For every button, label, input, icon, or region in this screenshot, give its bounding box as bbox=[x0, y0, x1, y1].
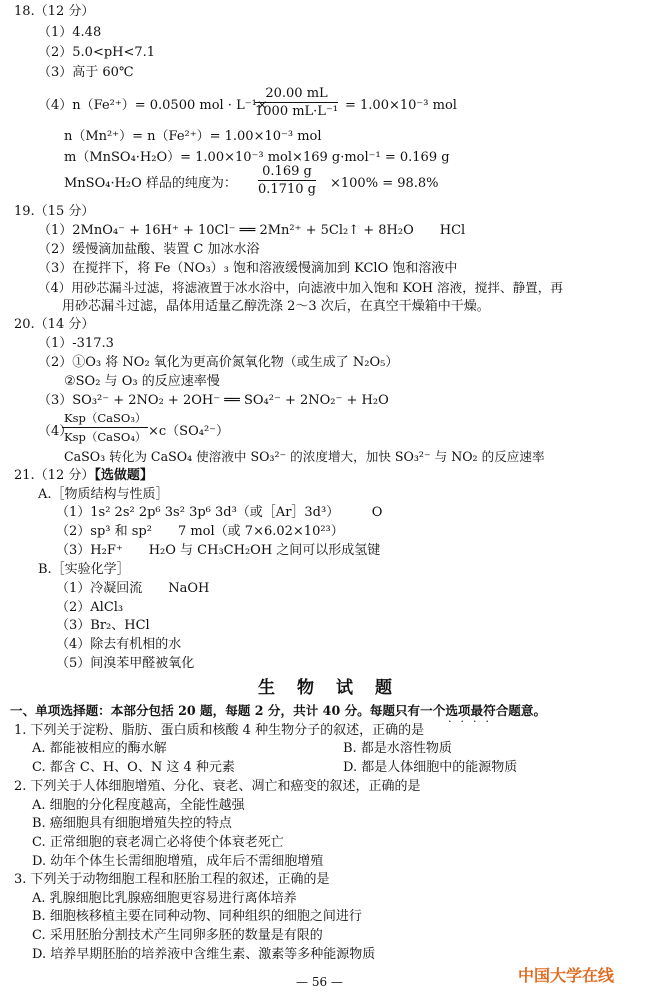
q18-purity-fraction bbox=[258, 164, 316, 197]
q20-answer-2-line-1: （2）①O₃ 将 NO₂ 氧化为更高价氮氧化物（或生成了 N₂O₅） bbox=[38, 355, 399, 370]
q21-header-elective: 【选做题】 bbox=[94, 468, 153, 483]
bio-q2-option-b: B. 癌细胞具有细胞增殖失控的特点 bbox=[32, 816, 232, 831]
q18-answer-4-fraction bbox=[255, 86, 338, 119]
q20-answer-1: （1）-317.3 bbox=[38, 336, 114, 351]
q18-answer-4-numerator: 20.00 mL bbox=[255, 86, 338, 103]
bio-q1-option-d: D. 都是人体细胞中的能源物质 bbox=[343, 760, 518, 775]
q18-answer-4-line-2: n（Mn²⁺）= n（Fe²⁺）= 1.00×10⁻³ mol bbox=[64, 129, 322, 144]
bio-q1-option-c: C. 都含 C、H、O、N 这 4 种元素 bbox=[32, 760, 235, 775]
q21-option-a-title: A.［物质结构与性质］ bbox=[38, 487, 169, 502]
bio-q1-option-b: B. 都是水溶性物质 bbox=[343, 741, 452, 756]
q19-answer-1: （1）2MnO₄⁻ + 16H⁺ + 10Cl⁻ ══ 2Mn²⁺ + 5Cl₂↑ + 8H₂O HCl bbox=[38, 223, 466, 238]
q18-purity-denominator: 0.1710 g bbox=[258, 182, 316, 197]
q18-answer-4-result: = 1.00×10⁻³ mol bbox=[345, 98, 457, 113]
bio-q2-option-c: C. 正常细胞的衰老凋亡必将使个体衰老死亡 bbox=[32, 835, 284, 850]
q19-answer-3: （3）在搅拌下，将 Fe（NO₃）₃ 饱和溶液缓慢滴加到 KClO 饱和溶液中 bbox=[38, 261, 458, 276]
bio-q3-option-c: C. 采用胚胎分割技术产生同卵多胚的数量是有限的 bbox=[32, 928, 323, 943]
bio-q3-option-d: D. 培养早期胚胎的培养液中含维生素、激素等多种能源物质 bbox=[32, 947, 376, 962]
q20-answer-4-suffix: ×c（SO₄²⁻） bbox=[148, 424, 230, 439]
q18-header: 18.（12 分） bbox=[14, 4, 95, 19]
bio-q2-stem: 2. 下列关于人体细胞增殖、分化、衰老、凋亡和癌变的叙述，正确的是 bbox=[14, 779, 421, 794]
q20-answer-4-fraction bbox=[62, 410, 148, 445]
q18-answer-1: （1）4.48 bbox=[38, 25, 102, 40]
q18-answer-2: （2）5.0<pH<7.1 bbox=[38, 45, 156, 60]
q21-b-answer-5: （5）间溴苯甲醛被氧化 bbox=[56, 656, 195, 671]
bio-q1-option-a: A. 都能被相应的酶水解 bbox=[32, 741, 167, 756]
biology-title: 生物试题 bbox=[258, 678, 414, 698]
q18-answer-3: （3）高于 60℃ bbox=[38, 65, 134, 80]
q21-a-answer-3: （3）H₂F⁺ H₂O 与 CH₃CH₂OH 之间可以形成氢键 bbox=[56, 543, 381, 558]
q20-answer-3: （3）SO₃²⁻ + 2NO₂ + 2OH⁻ ══ SO₄²⁻ + 2NO₂⁻ + H₂O bbox=[38, 393, 389, 408]
q19-header: 19.（15 分） bbox=[14, 204, 95, 219]
q21-a-answer-1: （1）1s² 2s² 2p⁶ 3s² 3p⁶ 3d³（或［Ar］3d³） O bbox=[56, 505, 383, 520]
q20-answer-4-numerator: Ksp（CaSO₃） bbox=[62, 410, 148, 428]
bio-q2-option-d: D. 幼年个体生长需细胞增殖，成年后不需细胞增殖 bbox=[32, 854, 324, 869]
bio-q3-stem: 3. 下列关于动物细胞工程和胚胎工程的叙述，正确的是 bbox=[14, 872, 330, 887]
q21-b-answer-2: （2）AlCl₃ bbox=[56, 600, 124, 615]
watermark-logo: 中国大学在线 bbox=[518, 966, 615, 985]
bio-q2-option-a: A. 细胞的分化程度越高，全能性越强 bbox=[32, 798, 245, 813]
q20-answer-4-denominator: Ksp（CaSO₄） bbox=[64, 430, 147, 444]
bio-q3-option-b: B. 细胞核移植主要在同种动物、同种组织的细胞之间进行 bbox=[32, 909, 362, 924]
bio-q3-option-a: A. 乳腺细胞比乳腺癌细胞更容易进行离体培养 bbox=[32, 891, 297, 906]
q18-answer-4-prefix: （4）n（Fe²⁺）= 0.0500 mol · L⁻¹× bbox=[38, 98, 268, 113]
bio-q1-stem: 1. 下列关于淀粉、脂肪、蛋白质和核酸 4 种生物分子的叙述，正确的是 bbox=[14, 723, 425, 738]
q19-answer-4-line-2: 用砂芯漏斗过滤，晶体用适量乙醇洗涤 2～3 次后，在真空干燥箱中干燥。 bbox=[62, 299, 490, 314]
biology-section-heading: 一、单项选择题：本部分包括 20 题，每题 2 分，共计 40 分。每题只有一个选项最符合题意。 bbox=[10, 703, 547, 718]
q21-option-b-title: B.［实验化学］ bbox=[38, 562, 130, 577]
emphasis-dots: ···· bbox=[448, 715, 498, 728]
q18-purity-result: ×100% = 98.8% bbox=[330, 176, 439, 191]
q19-answer-2: （2）缓慢滴加盐酸、装置 C 加冰水浴 bbox=[38, 242, 260, 257]
q21-a-answer-2: （2）sp³ 和 sp² 7 mol（或 7×6.02×10²³） bbox=[56, 524, 344, 539]
q21-header-number: 21.（12 分） bbox=[14, 468, 95, 483]
q19-answer-4-line-1: （4）用砂芯漏斗过滤，将滤液置于冰水浴中，向滤液中加入饱和 KOH 溶液，搅拌、静置，再 bbox=[38, 280, 563, 295]
q18-purity-numerator: 0.169 g bbox=[258, 164, 316, 181]
q18-answer-4-line-3: m（MnSO₄·H₂O）= 1.00×10⁻³ mol×169 g·mol⁻¹ = 0.169 g bbox=[64, 150, 450, 165]
q20-answer-4-line-2: CaSO₃ 转化为 CaSO₄ 使溶液中 SO₃²⁻ 的浓度增大，加快 SO₃²⁻ 与 NO₂ 的反应速率 bbox=[64, 449, 545, 464]
q20-answer-2-line-2: ②SO₂ 与 O₃ 的反应速率慢 bbox=[64, 374, 220, 389]
q21-header bbox=[14, 467, 153, 484]
q20-header: 20.（14 分） bbox=[14, 317, 95, 332]
q21-b-answer-4: （4）除去有机相的水 bbox=[56, 637, 182, 652]
q18-answer-4-denominator: 1000 mL·L⁻¹ bbox=[255, 104, 339, 119]
q21-b-answer-1: （1）冷凝回流 NaOH bbox=[56, 581, 210, 596]
q18-purity-label: MnSO₄·H₂O 样品的纯度为： bbox=[64, 176, 237, 191]
q21-b-answer-3: （3）Br₂、HCl bbox=[56, 618, 150, 633]
page-number: — 56 — bbox=[296, 975, 343, 989]
q20-answer-4-prefix: （4） bbox=[38, 424, 73, 439]
